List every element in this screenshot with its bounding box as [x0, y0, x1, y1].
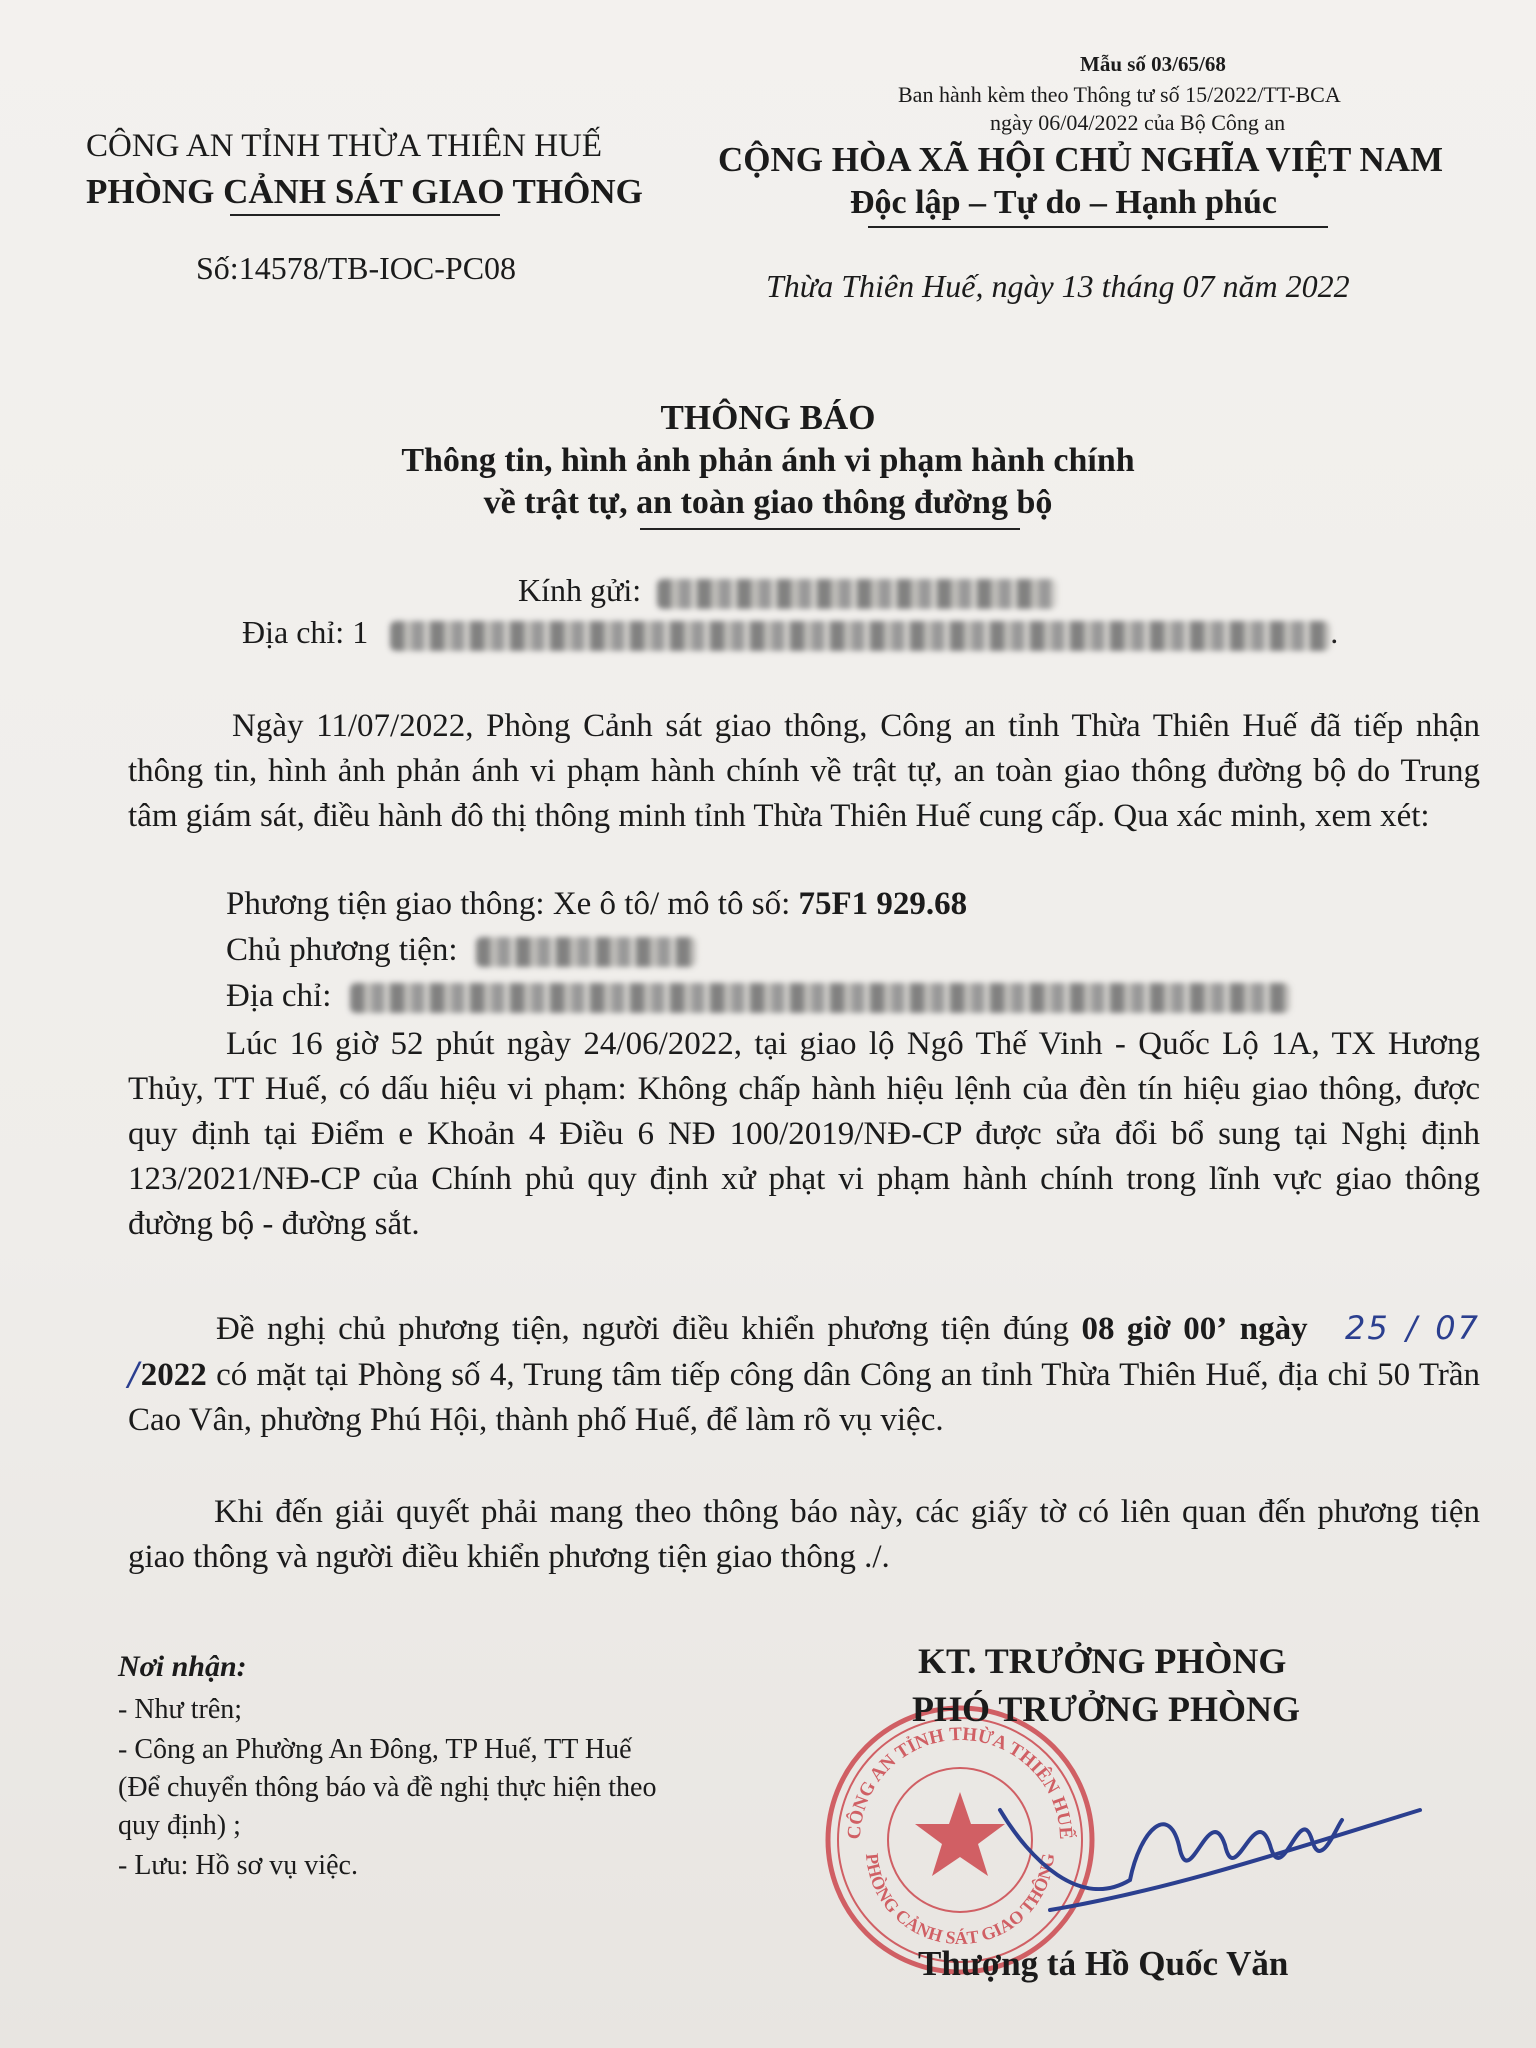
redacted-recipient-name: [657, 579, 1057, 609]
subtitle-underline: [640, 528, 1020, 530]
document-subtitle-2: về trật tự, an toàn giao thông đường bộ: [483, 484, 1053, 521]
owner-address-label: Địa chỉ:: [226, 978, 332, 1014]
country-name: CỘNG HÒA XÃ HỘI CHỦ NGHĨA VIỆT NAM: [718, 140, 1444, 179]
paragraph-summons: [128, 1306, 1480, 1443]
closing-text: Khi đến giải quyết phải mang theo thông báo này, các giấy tờ có liên quan đến phương tiện giao thông và người điều khiển phương tiện giao thông ./.: [128, 1494, 1480, 1575]
owner-address-line: [226, 978, 1290, 1015]
redacted-recipient-address: [390, 621, 1330, 651]
recipients-item: (Để chuyển thông báo và đề nghị thực hiện theo: [118, 1772, 657, 1803]
recipient-greeting: [518, 572, 1057, 609]
owner-label: Chủ phương tiện:: [226, 932, 458, 968]
document-title: THÔNG BÁO: [660, 398, 876, 437]
document-number: Số:14578/TB-IOC-PC08: [196, 250, 517, 286]
recipient-address: [242, 614, 1338, 651]
signer-name: Thượng tá Hồ Quốc Văn: [918, 1944, 1289, 1983]
paragraph-closing: [128, 1490, 1480, 1580]
recipients-item: - Lưu: Hồ sơ vụ việc.: [118, 1850, 358, 1881]
summons-time: 08 giờ 00’: [1081, 1311, 1228, 1347]
handwritten-date: 25 / 07 /: [128, 1309, 1481, 1393]
paragraph-violation: Lúc 16 giờ 52 phút ngày 24/06/2022, tại giao lộ Ngô Thế Vinh - Quốc Lộ 1A, TX Hương Thủy, TT Huế, có dấu hiệu vi phạm: Không chấp hành hiệu lệnh của đèn tín hiệu giao thông, được quy định tại Điểm e Khoản 4 Điều 6 NĐ 100/2019/NĐ-CP được sửa đổi bổ sung tại Nghị định 123/2021/NĐ-CP của Chính phủ quy định xử phạt vi phạm hành chính trong lĩnh vực giao thông đường bộ - đường sắt.: [128, 1026, 1480, 1242]
agency-name: CÔNG AN TỈNH THỪA THIÊN HUẾ: [86, 128, 603, 164]
recipients-item: - Như trên;: [118, 1694, 243, 1725]
redacted-owner-address: [350, 983, 1290, 1013]
issued-by-line-1: Ban hành kèm theo Thông tư số 15/2022/TT-BCA: [898, 82, 1341, 107]
summons-year: 2022: [140, 1357, 207, 1393]
summons-day-label: ngày: [1239, 1311, 1308, 1347]
seal-text-bottom: PHÒNG CẢNH SÁT GIAO THÔNG: [861, 1852, 1059, 1949]
handwritten-signature: [990, 1740, 1430, 1920]
vehicle-line: [226, 886, 967, 923]
recipients-item: - Công an Phường An Đông, TP Huế, TT Huế: [118, 1734, 632, 1765]
signature-title-2: PHÓ TRƯỞNG PHÒNG: [912, 1689, 1301, 1729]
redacted-owner-name: [476, 937, 696, 967]
greeting-label: Kính gửi:: [518, 572, 642, 608]
department-underline: [230, 214, 500, 216]
form-number: Mẫu số 03/65/68: [1080, 52, 1226, 76]
department-name: PHÒNG CẢNH SÁT GIAO THÔNG: [86, 172, 643, 211]
place-and-date: Thừa Thiên Huế, ngày 13 tháng 07 năm 2022: [766, 268, 1350, 304]
seal-text-top: CÔNG AN TỈNH THỪA THIÊN HUẾ: [843, 1723, 1077, 1840]
motto-underline: [868, 226, 1328, 228]
recipients-item: quy định) ;: [118, 1810, 241, 1841]
license-plate: 75F1 929.68: [798, 886, 968, 922]
document-subtitle-1: Thông tin, hình ảnh phản ánh vi phạm hành chính: [401, 442, 1135, 479]
recipients-heading: Nơi nhận:: [118, 1650, 247, 1683]
summons-text-b: có mặt tại Phòng số 4, Trung tâm tiếp công dân Công an tỉnh Thừa Thiên Huế, địa chỉ 50 Trần Cao Vân, phường Phú Hội, thành phố Huế, để làm rõ vụ việc.: [128, 1357, 1480, 1438]
summons-text-a: Đề nghị chủ phương tiện, người điều khiển phương tiện đúng: [216, 1311, 1082, 1347]
issued-by-line-2: ngày 06/04/2022 của Bộ Công an: [990, 110, 1286, 135]
vehicle-label: Phương tiện giao thông: Xe ô tô/ mô tô số:: [226, 886, 799, 922]
national-motto: Độc lập – Tự do – Hạnh phúc: [850, 184, 1277, 221]
paragraph-intro: Ngày 11/07/2022, Phòng Cảnh sát giao thông, Công an tỉnh Thừa Thiên Huế đã tiếp nhận thông tin, hình ảnh phản ánh vi phạm hành chính về trật tự, an toàn giao thông đường bộ do Trung tâm giám sát, điều hành đô thị thông minh tỉnh Thừa Thiên Huế cung cấp. Qua xác minh, xem xét:: [128, 708, 1480, 834]
owner-line: [226, 932, 696, 969]
address-label: Địa chỉ: 1: [242, 614, 369, 650]
signature-title-1: KT. TRƯỞNG PHÒNG: [918, 1641, 1287, 1681]
address-end: .: [1330, 614, 1339, 650]
